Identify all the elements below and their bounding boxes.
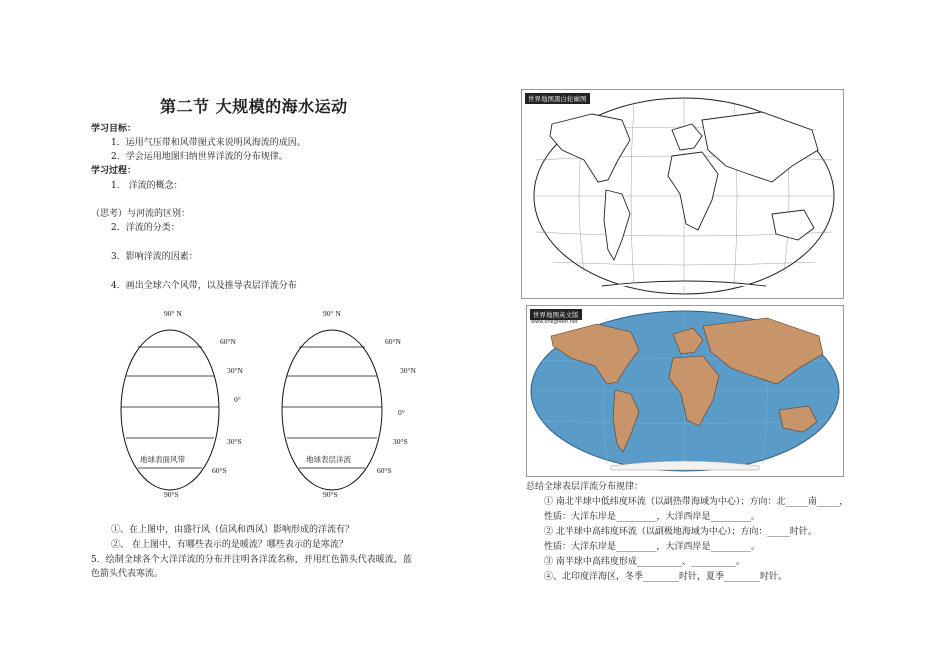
page-title: 第二节 大规模的海水运动 — [160, 97, 348, 116]
label-0: 0° — [398, 408, 405, 417]
colored-map-website: www.onegreen.net — [531, 319, 578, 325]
label-60n: 60°N — [220, 337, 236, 346]
objectives-heading: 学习目标： — [91, 124, 137, 134]
label-30n: 30°N — [400, 366, 416, 375]
label-60n: 60°N — [385, 337, 401, 346]
label-60s: 60°S — [377, 466, 392, 475]
outline-world-map — [521, 89, 844, 299]
label-0: 0° — [234, 395, 241, 404]
question-b: ②、 在上图中，有哪些表示的是暖流？哪些表示的是寒流？ — [111, 540, 348, 550]
label-30s: 30°S — [393, 437, 408, 446]
colored-map-header: 世界地图英文版 — [530, 309, 582, 320]
summary-heading: 总结全球表层洋流分布规律： — [526, 482, 644, 492]
question-a: ①、在上图中，由盛行风（信风和西风）影响形成的洋流有？ — [111, 525, 355, 535]
globe-outline — [121, 330, 219, 490]
summary-line-5: ③ 南半球中高纬度形成__________、__________。 — [544, 557, 745, 567]
outline-map-graphic — [522, 90, 843, 298]
summary-line-6: ④、北印度洋海区，冬季________时针，夏季________时针。 — [544, 572, 788, 582]
summary-line-4: 性质：大洋东岸是_________，大洋西岸是_________。 — [544, 542, 761, 552]
process-think: （思考）与河流的区别： — [91, 209, 191, 219]
summary-line-1: ① 南北半球中低纬度环流（以副热带海域为中心）；方向：北_____南_____， — [544, 497, 849, 507]
question-5-line1: 5．绘制全球各个大洋洋流的分布并注明各洋流名称，并用红色箭头代表暖流，蓝 — [91, 555, 412, 565]
process-q1: 1． 洋流的概念： — [111, 181, 183, 191]
label-90n: 90° N — [164, 309, 182, 318]
process-q2: 2．洋流的分类： — [111, 223, 180, 233]
process-q3: 3．影响洋流的因素： — [111, 252, 198, 262]
process-q4: 4．画出全球六个风带，以及推导表层洋流分布 — [111, 281, 297, 291]
label-30s: 30°S — [227, 437, 242, 446]
globe-outline — [282, 330, 382, 490]
outline-map-header: 世界地图黑白轮廓图 — [525, 93, 590, 104]
summary-line-3: ② 北半球中高纬度环流（以副极地海域为中心）；方向：_____时针。 — [544, 527, 817, 537]
label-60s: 60°S — [212, 466, 227, 475]
label-90n: 90° N — [323, 309, 341, 318]
label-30n: 30°N — [227, 366, 243, 375]
question-5-line2: 色箭头代表寒流。 — [91, 569, 164, 579]
colored-world-map — [526, 305, 844, 477]
wind-belt-caption: 地球表面风带 — [140, 455, 185, 464]
ocean-current-caption: 地球表层洋流 — [306, 455, 351, 464]
colored-map-graphic — [527, 306, 843, 476]
objective-item-2: 2．学会运用地图归纳世界洋流的分布规律。 — [111, 152, 288, 162]
label-90s: 90°S — [164, 490, 179, 499]
label-90s: 90°S — [323, 490, 338, 499]
process-heading: 学习过程： — [91, 166, 137, 176]
summary-line-2: 性质：大洋东岸是_________，大洋西岸是_________。 — [544, 512, 761, 522]
objective-item-1: 1．运用气压带和风带图式来说明风海流的成因。 — [111, 138, 306, 148]
